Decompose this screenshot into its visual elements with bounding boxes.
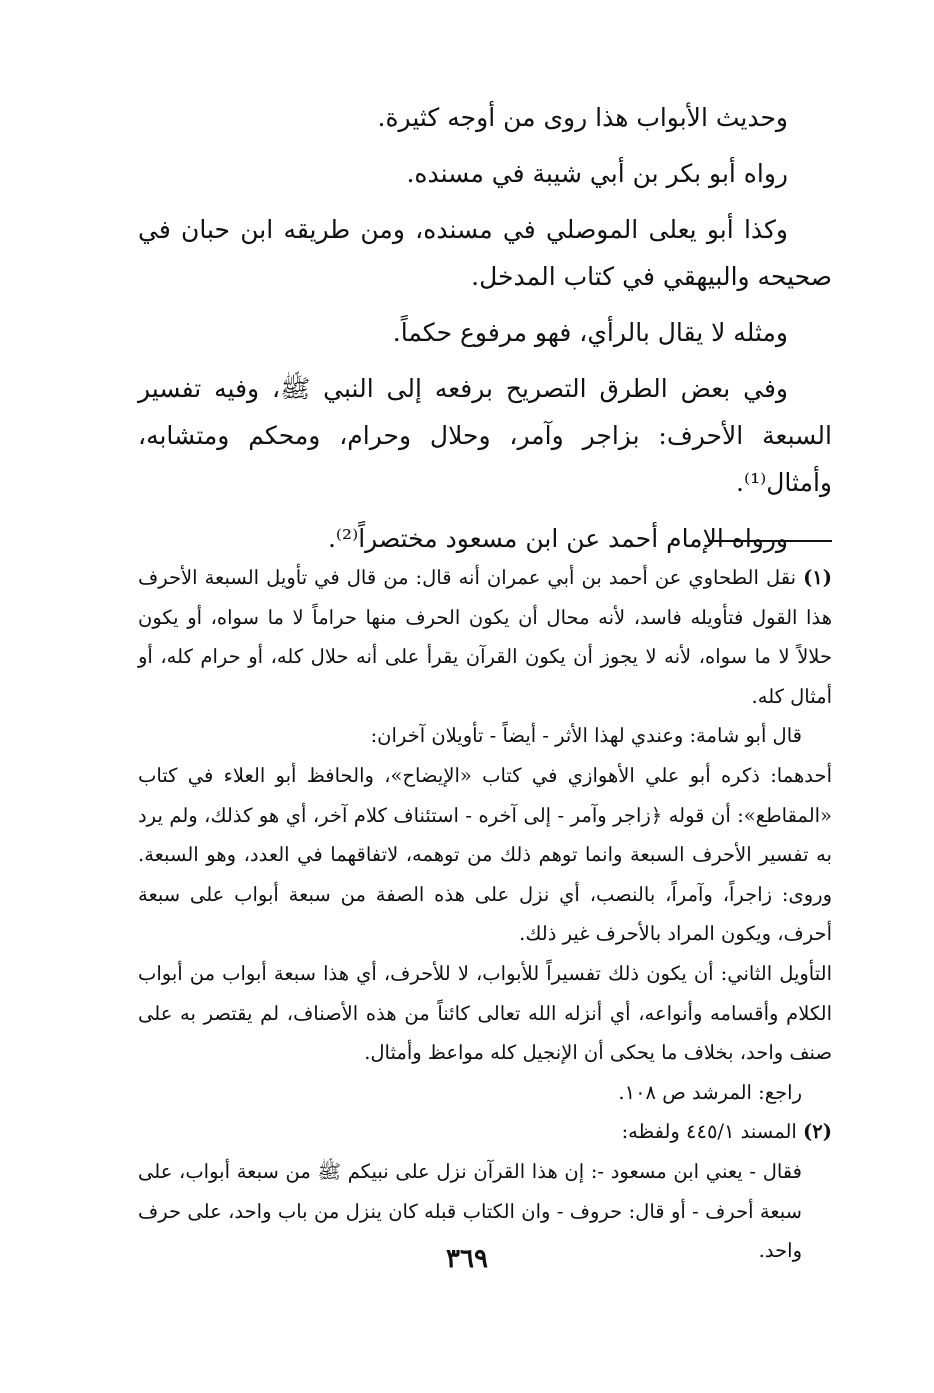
footnote-2 — [138, 1112, 832, 1152]
main-paragraph-3: وكذا أبو يعلى الموصلي في مسنده، ومن طريقه ابن حبان في صحيحه والبيهقي في كتاب المدخل. — [138, 215, 832, 291]
footnote-1-paragraph-5: راجع: المرشد ص ١٠٨. — [618, 1080, 802, 1104]
main-text — [138, 94, 832, 571]
footnote-1-marker: (١) — [803, 566, 833, 589]
footnote-1-paragraph-3: أحدهما: ذكره أبو علي الأهوازي في كتاب «الإيضاح»، والحافظ أبو العلاء في كتاب «المقاطع»: أن قوله ﴿زاجر وآمر - إلى آخره - استئناف كلام آخر، أي هو كذلك، ولم يرد به تفسير الأحرف السبعة وانما توهم ذلك من توهمه، لاتفاقهما في العدد، وهو السبعة. وروى: زاجراً، وآمراً، بالنصب، أي نزل على هذه الصفة من سبعة أبواب على سبعة أحرف، ويكون المراد بالأحرف غير ذلك. — [138, 763, 832, 946]
footnote-separator — [708, 540, 832, 542]
footnote-1-text: نقل الطحاوي عن أحمد بن أبي عمران أنه قال: من قال في تأويل السبعة الأحرف هذا القول فتأويله فاسد، لأنه محال أن يكون الحرف منها حراماً لا ما سواه، أو يكون حلالاً لا ما سواه، لأنه لا يجوز أن يكون القرآن يقرأ على أنه حلال كله، أو حرام كله، أو أمثال كله. — [138, 566, 832, 708]
footnote-1-paragraph-4: التأويل الثاني: أن يكون ذلك تفسيراً للأبواب، لا للأحرف، أي هذا سبعة أبواب من أبواب الكلام وأقسامه وأنواعه، أي أنزله الله تعالى كائناً من هذه الأصناف، لم يقتصر به على صنف واحد، بخلاف ما يحكى أن الإنجيل كله مواعظ وأمثال. — [138, 961, 832, 1065]
main-paragraph-5: وفي بعض الطرق التصريح برفعه إلى النبي ﷺ، وفيه تفسير السبعة الأحرف: بزاجر وآمر، وحلال وحرام، ومحكم ومتشابه، وأمثال⁽¹⁾. — [138, 374, 832, 497]
main-paragraph-6: ورواه الإمام أحمد عن ابن مسعود مختصراً⁽²⁾. — [327, 524, 788, 553]
footnote-2-text: المسند ٤٤٥/١ ولفظه: — [621, 1120, 797, 1144]
footnote-1 — [138, 558, 832, 716]
footnotes — [138, 558, 832, 1271]
main-paragraph-4: ومثله لا يقال بالرأي، فهو مرفوع حكماً. — [392, 318, 788, 347]
footnote-1-paragraph-2: قال أبو شامة: وعندي لهذا الأثر - أيضاً - تأويلان آخران: — [370, 724, 802, 748]
footnote-2-marker: (٢) — [803, 1120, 832, 1144]
main-paragraph-2: رواه أبو بكر بن أبي شيبة في مسنده. — [406, 159, 788, 188]
main-paragraph-1: وحديث الأبواب هذا روى من أوجه كثيرة. — [377, 103, 788, 132]
footnote-2-paragraph-2: فقال - يعني ابن مسعود -: إن هذا القرآن نزل على نبيكم ﷺ من سبعة أبواب، على سبعة أحرف - أو قال: حروف - وان الكتاب قبله كان ينزل من باب واحد، على حرف واحد. — [138, 1159, 802, 1263]
page-number: ٣٦٩ — [446, 1244, 488, 1274]
